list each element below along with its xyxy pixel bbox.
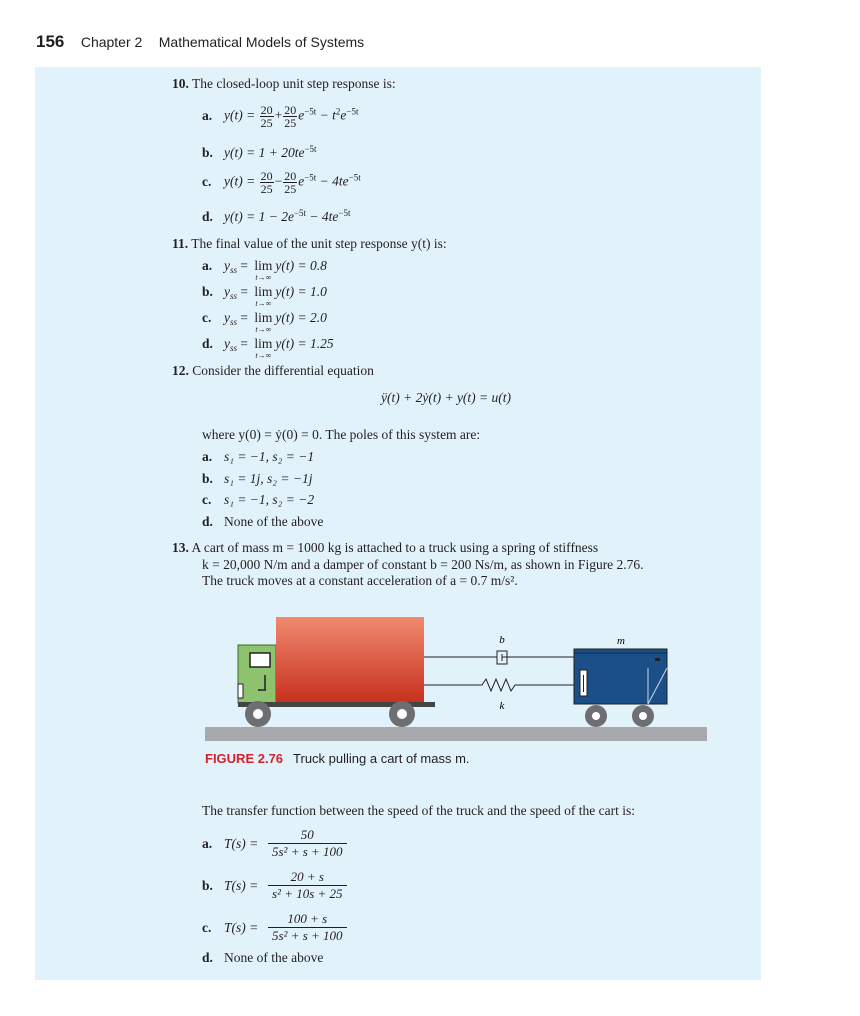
exponent: 2 bbox=[335, 106, 341, 117]
exponent: −5t bbox=[304, 172, 317, 183]
value: y(t) = 1.25 bbox=[275, 336, 334, 351]
numerator: 20 bbox=[260, 103, 273, 117]
option-label: b. bbox=[202, 878, 213, 893]
lhs: T(s) = bbox=[224, 878, 259, 893]
damper-label: b bbox=[499, 634, 505, 646]
value: s₁ = −1, s₂ = −2 bbox=[224, 492, 315, 507]
denominator: 5s² + s + 100 bbox=[268, 843, 347, 860]
exponent: −5t bbox=[338, 208, 351, 218]
term: e bbox=[298, 173, 305, 189]
option-label: d. bbox=[202, 209, 213, 224]
denominator: s² + 10s + 25 bbox=[268, 885, 347, 902]
option-label: a. bbox=[202, 449, 213, 464]
q12-text: Consider the differential equation bbox=[192, 363, 374, 378]
chapter-label: Chapter 2 bbox=[80, 34, 143, 50]
chapter-title: Mathematical Models of Systems bbox=[158, 34, 365, 50]
value: None of the above bbox=[224, 514, 324, 529]
q10-number: 10. bbox=[172, 76, 189, 91]
denominator: 25 bbox=[260, 182, 273, 196]
q13-option-c bbox=[202, 921, 258, 935]
q13-option-b-fraction bbox=[268, 869, 347, 902]
figure-number: FIGURE 2.76 bbox=[205, 751, 284, 766]
q11-option-c: c. $y_{ss} = \lim$ t→∞ y(t) = 2.0 bbox=[202, 310, 327, 334]
numerator: 20 bbox=[284, 103, 297, 117]
limit-subscript: t→∞ bbox=[255, 324, 272, 334]
cab-window bbox=[250, 653, 270, 667]
exponent: −5t bbox=[293, 208, 307, 218]
q13-text: A cart of mass m = 1000 kg is attached to a truck using a spring of stiffness bbox=[191, 540, 599, 555]
cart-body bbox=[574, 649, 667, 704]
lhs: T(s) = bbox=[224, 836, 259, 851]
value: y(t) = 1.0 bbox=[275, 284, 327, 299]
spring bbox=[424, 679, 574, 691]
numerator: 20 bbox=[260, 169, 273, 183]
q13-stem-line-2: k = 20,000 N/m and a damper of constant b = 200 Ns/m, as shown in Figure 2.76. bbox=[202, 557, 644, 572]
spring-label: k bbox=[499, 700, 505, 712]
term: e bbox=[298, 107, 305, 123]
q11-option-a: a. $y_{ss} = \lim$ t→∞ y(t) = 0.8 bbox=[202, 258, 327, 282]
q13-option-a-fraction bbox=[268, 827, 347, 860]
value: s₁ = −1, s₂ = −1 bbox=[224, 449, 315, 464]
value: None of the above bbox=[224, 950, 324, 965]
limit-subscript: t→∞ bbox=[255, 272, 272, 282]
expression: y(t) = 1 + 20te bbox=[224, 145, 305, 160]
figure-caption bbox=[205, 751, 470, 766]
term: e bbox=[340, 107, 347, 123]
q11-option-d: d. $y_{ss} = \lim$ t→∞ y(t) = 1.25 bbox=[202, 336, 334, 360]
cab-light bbox=[238, 684, 243, 698]
limit: lim t→∞ bbox=[254, 336, 273, 360]
q13-option-b bbox=[202, 879, 258, 893]
numerator: 100 + s bbox=[287, 911, 328, 926]
limit: lim t→∞ bbox=[254, 284, 273, 308]
option-label: a. bbox=[202, 107, 213, 123]
value: y(t) = 2.0 bbox=[275, 310, 327, 325]
exponent: −5t bbox=[346, 106, 359, 117]
value: y(t) = 0.8 bbox=[275, 258, 327, 273]
option-label: b. bbox=[202, 145, 213, 160]
q13-transfer-stem: The transfer function between the speed of the truck and the speed of the cart is: bbox=[202, 803, 635, 818]
q13-option-a bbox=[202, 837, 258, 851]
denominator: 25 bbox=[284, 116, 297, 130]
ground bbox=[205, 727, 707, 741]
limit: lim t→∞ bbox=[254, 310, 273, 334]
option-label: c. bbox=[202, 310, 212, 325]
q13-option-c-fraction bbox=[268, 911, 347, 944]
mass-label: m bbox=[617, 635, 625, 647]
equation: ÿ(t) + 2ẏ(t) + y(t) = u(t) bbox=[381, 390, 512, 405]
option-label: b. bbox=[202, 471, 213, 486]
option-label: a. bbox=[202, 836, 213, 851]
denominator: 25 bbox=[284, 182, 297, 196]
denominator: 5s² + s + 100 bbox=[268, 927, 347, 944]
q13-stem-line-3: The truck moves at a constant acceleration of a = 0.7 m/s². bbox=[202, 573, 518, 588]
denominator: 25 bbox=[260, 116, 273, 130]
numerator: 20 + s bbox=[290, 869, 324, 884]
page-number: 156 bbox=[36, 32, 65, 51]
exponent: −5t bbox=[304, 106, 317, 117]
lhs: y(t) = bbox=[224, 107, 256, 123]
q12-number: 12. bbox=[172, 363, 189, 378]
option-label: c. bbox=[202, 173, 212, 189]
operator: − bbox=[274, 173, 283, 189]
option-label: c. bbox=[202, 492, 212, 507]
lhs: T(s) = bbox=[224, 920, 259, 935]
option-label: d. bbox=[202, 950, 213, 965]
option-label: c. bbox=[202, 920, 212, 935]
option-label: d. bbox=[202, 514, 213, 529]
limit: lim t→∞ bbox=[254, 258, 273, 282]
option-label: d. bbox=[202, 336, 213, 351]
exponent: −5t bbox=[348, 172, 361, 183]
lhs: y(t) = bbox=[224, 173, 256, 189]
q12-condition: where y(0) = ẏ(0) = 0. The poles of this system are: bbox=[202, 427, 481, 442]
exponent: −5t bbox=[304, 144, 317, 154]
term: − 4te bbox=[306, 209, 339, 224]
q13-option-d bbox=[202, 951, 323, 965]
q11-text: The final value of the unit step response y(t) is: bbox=[191, 236, 447, 251]
q10-text: The closed-loop unit step response is: bbox=[192, 76, 396, 91]
operator: + bbox=[274, 107, 283, 123]
option-label: b. bbox=[202, 284, 213, 299]
q11-number: 11. bbox=[172, 236, 189, 251]
q11-option-b: b. $y_{ss} = \lim$ t→∞ y(t) = 1.0 bbox=[202, 284, 327, 308]
figure-caption-text: Truck pulling a cart of mass m. bbox=[293, 751, 470, 766]
limit-subscript: t→∞ bbox=[255, 298, 272, 308]
numerator: 50 bbox=[300, 827, 314, 842]
option-label: a. bbox=[202, 258, 213, 273]
numerator: 20 bbox=[284, 169, 297, 183]
value: s₁ = 1j, s₂ = −1j bbox=[224, 471, 313, 486]
term: − t bbox=[316, 107, 336, 123]
q13-number: 13. bbox=[172, 540, 189, 555]
expression: y(t) = 1 − 2e bbox=[224, 209, 294, 224]
term: − 4te bbox=[316, 173, 349, 189]
limit-subscript: t→∞ bbox=[255, 350, 272, 360]
truck-box bbox=[276, 617, 424, 703]
